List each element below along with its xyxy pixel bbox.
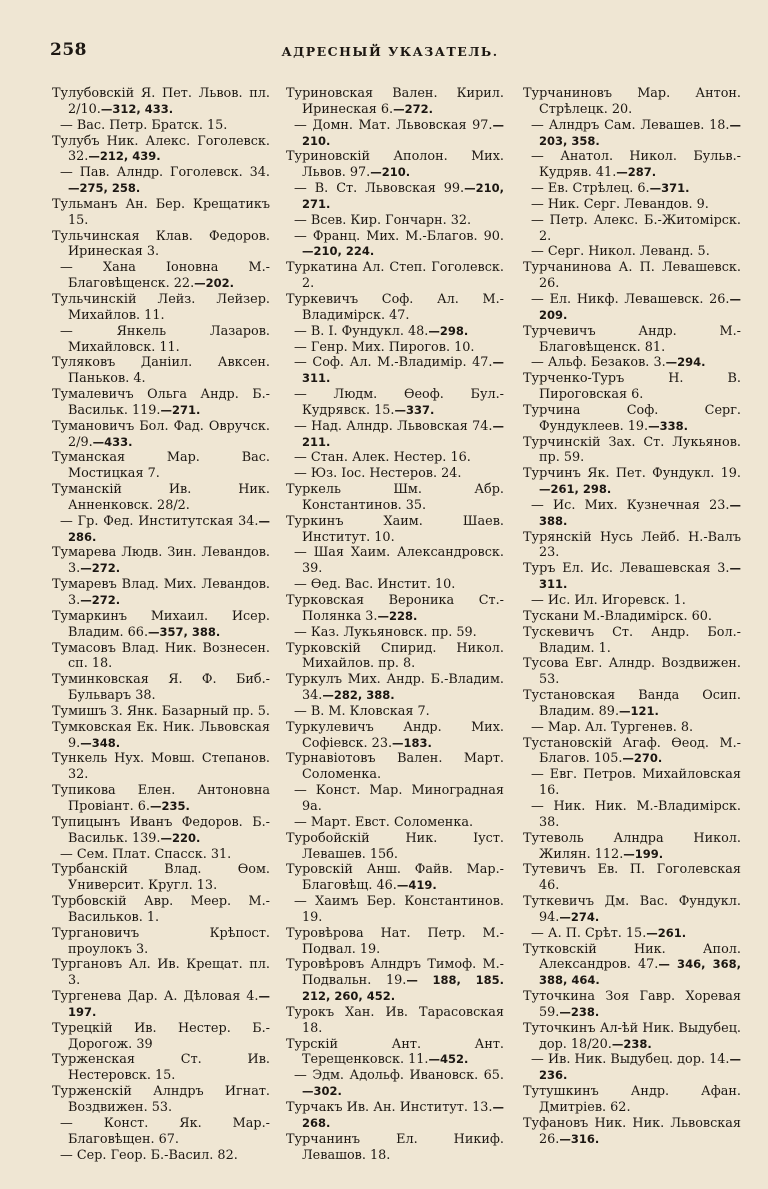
entry-text: Турчинъ Як. Пет. Фундукл. 19. bbox=[523, 466, 741, 482]
entry-phone-numbers: —202. bbox=[194, 276, 235, 291]
entry-text: Тумалевичъ Ольга Андр. Б.-Васильк. 119. bbox=[52, 387, 270, 418]
directory-entry bbox=[52, 609, 270, 641]
entry-text: Туръ Ел. Ис. Левашевская 3. bbox=[523, 561, 730, 577]
entry-phone-numbers: —312, 433. bbox=[100, 101, 174, 116]
directory-subentry bbox=[523, 767, 741, 799]
entry-text: Турчакъ Ив. Ан. Институт. 13. bbox=[286, 1100, 493, 1115]
directory-subentry bbox=[523, 118, 741, 150]
entry-text: Янкель Лазаров. Михайловск. 11. bbox=[68, 323, 270, 355]
directory-entry bbox=[286, 926, 504, 958]
entry-text: Ис. Мих. Кузнечная 23. bbox=[553, 497, 730, 513]
directory-subentry bbox=[286, 894, 504, 926]
directory-entry bbox=[52, 641, 270, 673]
directory-entry bbox=[523, 1084, 741, 1116]
entry-text: Юз. Іос. Нестеров. 24. bbox=[310, 466, 462, 482]
entry-text: Тумасовъ Влад. Ник. Вознесен. сп. 18. bbox=[52, 640, 270, 672]
directory-subentry bbox=[52, 165, 270, 197]
entry-text: Франц. Мих. М.-Благов. 90. bbox=[312, 228, 504, 244]
directory-entry bbox=[523, 862, 741, 894]
entry-phone-numbers: — 188, 185. 212, 260, 452. bbox=[302, 973, 504, 1004]
directory-entry bbox=[523, 688, 741, 720]
directory-entry bbox=[52, 894, 270, 926]
directory-entry bbox=[52, 926, 270, 958]
directory-entry bbox=[52, 355, 270, 387]
directory-subentry bbox=[523, 213, 741, 245]
directory-entry bbox=[286, 260, 504, 292]
directory-subentry bbox=[523, 181, 741, 197]
directory-subentry bbox=[286, 466, 504, 482]
entry-phone-numbers: —286. bbox=[68, 513, 271, 544]
entry-phone-numbers: —268. bbox=[302, 1100, 504, 1130]
entry-text: Турженскій Алндръ Игнат. Воздвижен. 53. bbox=[52, 1084, 270, 1115]
entry-text: Тункель Нух. Мовш. Степанов. 32. bbox=[52, 751, 270, 783]
entry-phone-numbers: —272. bbox=[80, 593, 121, 607]
entry-text: Март. Евст. Соломенка. bbox=[310, 814, 474, 830]
entry-text: Сем. Плат. Спасск. 31. bbox=[76, 846, 232, 862]
directory-entry bbox=[523, 625, 741, 657]
entry-text: Ел. Никф. Левашевск. 26. bbox=[549, 291, 730, 307]
entry-phone-numbers: —238. bbox=[559, 1004, 600, 1019]
entry-phone-numbers: —236. bbox=[539, 1052, 741, 1083]
directory-entry bbox=[52, 1084, 270, 1116]
entry-text: Шая Хаим. Александровск. 39. bbox=[302, 545, 504, 577]
entry-text: Тустановскій Агаф. Ѳеод. М.-Благов. 105. bbox=[523, 735, 741, 767]
directory-subentry bbox=[52, 514, 270, 546]
directory-entry bbox=[52, 134, 270, 166]
entry-phone-numbers: —203, 358. bbox=[539, 117, 742, 148]
directory-entry bbox=[286, 1132, 504, 1164]
entry-text: Турокъ Хан. Ив. Тарасовская 18. bbox=[286, 1004, 504, 1036]
entry-text: Хаимъ Бер. Константинов. 19. bbox=[302, 894, 504, 925]
directory-entry bbox=[286, 862, 504, 894]
directory-entry bbox=[286, 514, 504, 546]
directory-subentry bbox=[286, 545, 504, 577]
entry-phone-numbers: —287. bbox=[616, 165, 657, 180]
entry-text: В. Ст. Львовская 99. bbox=[314, 181, 465, 197]
entry-text: Ив. Ник. Выдубец. дор. 14. bbox=[547, 1052, 730, 1068]
directory-subentry bbox=[523, 244, 741, 260]
entry-phone-numbers: —274. bbox=[559, 909, 600, 924]
directory-entry bbox=[523, 403, 741, 435]
entry-text: Турковскій Спирид. Никол. Михайлов. пр. 8. bbox=[286, 640, 504, 672]
entry-phone-numbers: —311. bbox=[302, 355, 504, 386]
directory-entry bbox=[286, 957, 504, 1005]
directory-subentry bbox=[286, 450, 504, 466]
directory-subentry bbox=[523, 498, 741, 530]
entry-text: Туманская Мар. Вас. Мостицкая 7. bbox=[52, 450, 270, 482]
directory-entry bbox=[286, 751, 504, 783]
directory-entry bbox=[52, 815, 270, 847]
entry-text: Тутеволь Алндра Никол. Жилян. 112. bbox=[523, 830, 741, 862]
directory-entry bbox=[523, 942, 741, 990]
entry-text: Пав. Алндр. Гоголевск. 34. bbox=[79, 165, 270, 181]
directory-entry bbox=[523, 736, 741, 768]
directory-subentry bbox=[523, 926, 741, 942]
entry-text: Тумарева Людв. Зин. Левандов. 3. bbox=[52, 545, 270, 577]
entry-text: Анатол. Никол. Бульв.-Кудряв. 41. bbox=[539, 149, 741, 181]
entry-phone-numbers: —294. bbox=[665, 355, 706, 370]
directory-entry bbox=[52, 957, 270, 989]
entry-phone-numbers: —338. bbox=[648, 418, 688, 433]
entry-text: Турженская Ст. Ив. Нестеровск. 15. bbox=[52, 1052, 270, 1084]
entry-text: Туриновскій Аполон. Мих. Львов. 97. bbox=[286, 149, 504, 181]
entry-phone-numbers: —452. bbox=[428, 1052, 469, 1067]
entry-text: Генр. Мих. Пирогов. 10. bbox=[310, 339, 475, 355]
entry-text: Туриновская Вален. Кирил. Иринеская 6. bbox=[286, 86, 504, 117]
entry-text: Тускани М.-Владимірск. 60. bbox=[523, 608, 712, 624]
entry-text: Петр. Алекс. Б.-Житомірск. 2. bbox=[539, 212, 742, 244]
directory-subentry bbox=[286, 704, 504, 720]
entry-text: Альф. Безаков. 3. bbox=[547, 355, 666, 371]
directory-column-3 bbox=[523, 86, 741, 1148]
entry-text: Ев. Стрѣлец. 6. bbox=[547, 181, 650, 197]
directory-subentry bbox=[286, 324, 504, 340]
entry-phone-numbers: —271. bbox=[160, 402, 201, 417]
directory-subentry bbox=[286, 213, 504, 229]
directory-entry bbox=[523, 530, 741, 562]
directory-subentry bbox=[523, 292, 741, 324]
directory-entry bbox=[286, 672, 504, 704]
entry-text: Всев. Кир. Гончарн. 32. bbox=[310, 212, 472, 228]
entry-text: Туркинъ Хаим. Шаев. Институт. 10. bbox=[286, 513, 504, 545]
entry-text: Ник. Ник. М.-Владимірск. 38. bbox=[539, 798, 741, 830]
entry-text: Туминковская Я. Ф. Биб.-Бульваръ 38. bbox=[52, 672, 270, 704]
entry-phone-numbers: —419. bbox=[396, 878, 437, 893]
entry-text: Конст. Мар. Миноградная 9а. bbox=[302, 783, 504, 814]
directory-entry bbox=[286, 720, 504, 752]
directory-entry bbox=[523, 1021, 741, 1053]
entry-text: Вас. Петр. Братск. 15. bbox=[76, 117, 228, 133]
directory-entry bbox=[523, 260, 741, 292]
directory-subentry bbox=[52, 118, 270, 134]
entry-text: А. П. Срѣт. 15. bbox=[547, 925, 647, 941]
entry-text: Туфановъ Ник. Ник. Львовская 26. bbox=[523, 1115, 741, 1147]
entry-text: Тускевичъ Ст. Андр. Бол.-Владим. 1. bbox=[523, 624, 741, 656]
entry-text: Туркатина Ал. Степ. Гоголевск. 2. bbox=[286, 260, 504, 292]
entry-text: Турскій Ант. Ант. Терещенковск. 11. bbox=[286, 1036, 504, 1068]
entry-text: Соф. Ал. М.-Владимір. 47. bbox=[312, 355, 493, 371]
entry-text: Сер. Геор. Б.-Васил. 82. bbox=[76, 1147, 238, 1163]
directory-subentry bbox=[523, 355, 741, 371]
directory-entry bbox=[523, 86, 741, 118]
entry-text: Тутушкинъ Андр. Афан. Дмитріев. 62. bbox=[523, 1084, 741, 1115]
directory-entry bbox=[286, 149, 504, 181]
entry-text: Турчевичъ Андр. М.-Благовѣщенск. 81. bbox=[523, 323, 741, 355]
directory-entry bbox=[523, 609, 741, 625]
entry-text: Тульчинская Клав. Федоров. Иринеская 3. bbox=[52, 228, 270, 260]
directory-subentry bbox=[286, 625, 504, 641]
entry-phone-numbers: —121. bbox=[619, 703, 659, 718]
directory-entry bbox=[52, 292, 270, 324]
entry-text: Ник. Серг. Левандов. 9. bbox=[547, 196, 709, 212]
entry-text: Тургенева Дар. А. Дѣловая 4. bbox=[52, 989, 259, 1005]
directory-entry bbox=[52, 545, 270, 577]
directory-entry bbox=[52, 1052, 270, 1084]
directory-subentry bbox=[286, 340, 504, 356]
entry-text: Тулубъ Ник. Алекс. Гоголевск. 32. bbox=[52, 133, 270, 165]
entry-text: Турчаниновъ Мар. Антон. Стрѣлецк. 20. bbox=[523, 86, 741, 117]
entry-phone-numbers: —302. bbox=[302, 1084, 342, 1099]
page-header bbox=[50, 40, 730, 64]
directory-subentry bbox=[523, 197, 741, 213]
entry-text: Турецкій Ив. Нестер. Б.-Дорогож. 39 bbox=[52, 1020, 270, 1052]
entry-text: Тусова Евг. Алндр. Воздвижен. 53. bbox=[523, 656, 741, 688]
entry-text: Тульманъ Ан. Бер. Крещатикъ 15. bbox=[52, 196, 270, 228]
entry-text: Турчина Соф. Серг. Фундуклеев. 19. bbox=[523, 402, 741, 434]
directory-subentry bbox=[286, 419, 504, 451]
entry-text: Тумаревъ Влад. Мих. Левандов. 3. bbox=[52, 577, 270, 608]
entry-text: Хана Іоновна М.-Благовѣщенск. 22. bbox=[68, 260, 270, 292]
entry-phone-numbers: —272. bbox=[80, 561, 121, 576]
entry-text: Тургановъ Ал. Ив. Крещат. пл. 3. bbox=[52, 957, 270, 989]
directory-entry bbox=[523, 466, 741, 498]
entry-phone-numbers: —311. bbox=[539, 561, 741, 592]
directory-entry bbox=[52, 1021, 270, 1053]
entry-phone-numbers: —210, 224. bbox=[302, 244, 375, 259]
entry-phone-numbers: —199. bbox=[623, 846, 664, 861]
entry-phone-numbers: —235. bbox=[149, 798, 190, 813]
entry-text: В. І. Фундукл. 48. bbox=[310, 323, 429, 339]
entry-text: Эдм. Адольф. Ивановск. 65. bbox=[312, 1068, 504, 1084]
entry-text: Конст. Як. Мар.-Благовѣщен. 67. bbox=[68, 1115, 270, 1147]
directory-entry bbox=[286, 593, 504, 625]
directory-subentry bbox=[286, 229, 504, 261]
directory-entry bbox=[523, 371, 741, 403]
directory-subentry bbox=[286, 118, 504, 150]
directory-subentry bbox=[523, 149, 741, 181]
directory-entry bbox=[523, 561, 741, 593]
entry-phone-numbers: —371. bbox=[649, 181, 690, 196]
entry-text: Над. Алндр. Львовская 74. bbox=[311, 418, 493, 434]
entry-text: Туточкина Зоя Гавр. Хоревая 59. bbox=[523, 989, 741, 1020]
entry-text: Туркулъ Мих. Андр. Б.-Владим. 34. bbox=[286, 672, 504, 704]
entry-text: Туманскій Ив. Ник. Анненковск. 28/2. bbox=[52, 482, 270, 513]
directory-entry bbox=[286, 1100, 504, 1132]
entry-text: Туркель Шм. Абр. Константинов. 35. bbox=[286, 482, 504, 513]
directory-entry bbox=[286, 831, 504, 863]
entry-phone-numbers: —183. bbox=[392, 735, 432, 750]
entry-text: Туркевичъ Соф. Ал. М.-Владимірск. 47. bbox=[286, 291, 504, 323]
entry-text: Стан. Алек. Нестер. 16. bbox=[310, 450, 471, 466]
entry-phone-numbers: —348. bbox=[80, 735, 121, 750]
entry-text: Тумковская Ек. Ник. Львовская 9. bbox=[52, 719, 270, 751]
directory-subentry bbox=[523, 720, 741, 736]
entry-text: Турбовскій Авр. Меер. М.-Васильков. 1. bbox=[52, 894, 270, 925]
entry-text: Алндръ Сам. Левашев. 18. bbox=[548, 117, 730, 133]
directory-entry bbox=[523, 831, 741, 863]
entry-text: Домн. Мат. Львовская 97. bbox=[312, 117, 493, 133]
directory-subentry bbox=[286, 783, 504, 815]
entry-text: Тутевичъ Ев. П. Гоголевская 46. bbox=[523, 862, 741, 894]
directory-entry bbox=[286, 641, 504, 673]
directory-subentry bbox=[52, 847, 270, 863]
directory-entry bbox=[52, 751, 270, 783]
page-number: 258 bbox=[50, 40, 87, 60]
entry-text: Тургановичъ Крѣпост. проулокъ 3. bbox=[52, 925, 270, 957]
directory-entry bbox=[523, 656, 741, 688]
directory-subentry bbox=[523, 1052, 741, 1084]
directory-entry bbox=[523, 989, 741, 1021]
directory-subentry bbox=[286, 355, 504, 387]
entry-phone-numbers: —261, 298. bbox=[539, 482, 612, 497]
entry-text: Туточкинъ Ал-ѣй Ник. Выдубец. дор. 18/20. bbox=[523, 1020, 741, 1052]
entry-text: Каз. Лукьяновск. пр. 59. bbox=[310, 624, 477, 640]
entry-text: Туркулевичъ Андр. Мих. Софіевск. 23. bbox=[286, 719, 504, 751]
entry-text: Туткевичъ Дм. Вас. Фундукл. 94. bbox=[523, 894, 741, 925]
directory-subentry bbox=[286, 181, 504, 213]
directory-entry bbox=[286, 86, 504, 118]
entry-phone-numbers: —275, 258. bbox=[68, 181, 141, 196]
directory-entry bbox=[523, 324, 741, 356]
entry-phone-numbers: —316. bbox=[559, 1131, 600, 1146]
entry-text: Турченко-Туръ Н. В. Пироговская 6. bbox=[523, 371, 741, 403]
directory-entry bbox=[52, 86, 270, 118]
entry-text: Турнавіотовъ Вален. Март. Соломенка. bbox=[286, 751, 504, 783]
entry-text: Тупикова Елен. Антоновна Провіант. 6. bbox=[52, 783, 270, 814]
directory-column-2 bbox=[286, 86, 504, 1163]
entry-text: Туробойскій Ник. Іуст. Левашев. 15б. bbox=[286, 830, 504, 862]
entry-text: Тульчинскій Лейз. Лейзер. Михайлов. 11. bbox=[52, 291, 270, 323]
directory-entry bbox=[52, 783, 270, 815]
directory-subentry bbox=[52, 1148, 270, 1164]
directory-subentry bbox=[523, 799, 741, 831]
entry-text: Турянскій Нусь Лейб. Н.-Валъ 23. bbox=[523, 529, 741, 561]
directory-column-1 bbox=[52, 86, 270, 1163]
directory-entry bbox=[52, 450, 270, 482]
directory-entry bbox=[52, 862, 270, 894]
entry-phone-numbers: —220. bbox=[160, 830, 201, 845]
entry-text: Ѳед. Вас. Инстит. 10. bbox=[310, 577, 456, 593]
entry-phone-numbers: —261. bbox=[646, 925, 687, 940]
entry-phone-numbers: —270. bbox=[622, 751, 663, 766]
entry-text: Ис. Ил. Игоревск. 1. bbox=[547, 593, 686, 608]
directory-subentry bbox=[52, 260, 270, 292]
entry-text: Тумановичъ Бол. Фад. Овручск. 2/9. bbox=[52, 418, 270, 450]
entry-phone-numbers: —228. bbox=[377, 608, 418, 623]
entry-text: Турчанинова А. П. Левашевск. 26. bbox=[523, 260, 741, 292]
entry-phone-numbers: —197. bbox=[68, 989, 270, 1019]
entry-text: Мар. Ал. Тургенев. 8. bbox=[547, 719, 694, 735]
entry-phone-numbers: —212, 439. bbox=[88, 149, 161, 164]
entry-text: Тустановская Ванда Осип. Владим. 89. bbox=[523, 688, 741, 719]
entry-text: Турчинскій Зах. Ст. Лукьянов. пр. 59. bbox=[523, 434, 741, 466]
entry-text: Туровѣровъ Алндръ Тимоф. М.-Подвальн. 19. bbox=[286, 957, 504, 989]
directory-entry bbox=[52, 229, 270, 261]
entry-text: Турчанинъ Ел. Никиф. Левашов. 18. bbox=[286, 1131, 504, 1163]
directory-entry bbox=[52, 197, 270, 229]
directory-entry bbox=[523, 435, 741, 467]
entry-text: Тумишъ З. Янк. Базарный пр. 5. bbox=[52, 703, 270, 719]
directory-subentry bbox=[286, 815, 504, 831]
entry-phone-numbers: —210, 271. bbox=[302, 181, 504, 211]
directory-subentry bbox=[286, 387, 504, 419]
directory-entry bbox=[286, 292, 504, 324]
entry-text: В. М. Кловская 7. bbox=[310, 703, 430, 719]
entry-text: Евг. Петров. Михайловская 16. bbox=[539, 767, 741, 799]
entry-text: Туровѣрова Нат. Петр. М.-Подвал. 19. bbox=[286, 925, 504, 957]
directory-entry bbox=[52, 989, 270, 1021]
directory-entry bbox=[52, 387, 270, 419]
directory-subentry bbox=[52, 1116, 270, 1148]
entry-phone-numbers: —388. bbox=[539, 497, 741, 528]
directory-entry bbox=[286, 1037, 504, 1069]
directory-entry bbox=[52, 419, 270, 451]
directory-entry bbox=[52, 482, 270, 514]
entry-phone-numbers: —210. bbox=[302, 117, 504, 148]
entry-phone-numbers: —210. bbox=[370, 165, 411, 180]
directory-entry bbox=[52, 672, 270, 704]
entry-phone-numbers: —298. bbox=[428, 323, 469, 338]
entry-text: Людм. Ѳеоф. Бул.-Кудрявск. 15. bbox=[302, 387, 504, 418]
entry-text: Гр. Фед. Институтская 34. bbox=[77, 513, 259, 529]
directory-entry bbox=[52, 577, 270, 609]
entry-phone-numbers: —272. bbox=[393, 101, 434, 116]
entry-text: Турбанскій Влад. Ѳом. Университ. Кругл. 13. bbox=[52, 862, 270, 894]
running-title: АДРЕСНЫЙ УКАЗАТЕЛЬ. bbox=[281, 44, 499, 59]
directory-entry bbox=[523, 894, 741, 926]
directory-entry bbox=[52, 704, 270, 720]
entry-text: Туровскій Анш. Файв. Мар.-Благовѣщ. 46. bbox=[286, 862, 504, 894]
entry-phone-numbers: —211. bbox=[302, 418, 504, 449]
entry-phone-numbers: — 346, 368, 388, 464. bbox=[539, 957, 741, 988]
entry-text: Тупицынъ Иванъ Федоров. Б.-Васильк. 139. bbox=[52, 814, 270, 846]
entry-phone-numbers: —282, 388. bbox=[322, 688, 395, 703]
directory-entry bbox=[523, 1116, 741, 1148]
entry-text: Тулубовскій Я. Пет. Львов. пл. 2/10. bbox=[52, 86, 270, 117]
directory-subentry bbox=[286, 577, 504, 593]
entry-phone-numbers: —238. bbox=[611, 1036, 652, 1051]
directory-subentry bbox=[286, 1068, 504, 1100]
directory-subentry bbox=[52, 324, 270, 356]
directory-entry bbox=[286, 482, 504, 514]
entry-text: Серг. Никол. Леванд. 5. bbox=[547, 244, 710, 260]
entry-text: Тутковскій Ник. Апол. Александров. 47. bbox=[523, 941, 741, 973]
entry-phone-numbers: —337. bbox=[394, 402, 435, 417]
directory-entry bbox=[286, 1005, 504, 1037]
directory-subentry bbox=[523, 593, 741, 609]
entry-phone-numbers: —433. bbox=[92, 434, 133, 449]
entry-phone-numbers: —209. bbox=[539, 291, 741, 322]
entry-phone-numbers: —357, 388. bbox=[148, 624, 221, 639]
entry-text: Туляковъ Даніил. Авксен. Паньков. 4. bbox=[52, 355, 270, 387]
directory-entry bbox=[52, 720, 270, 752]
entry-text: Тумаркинъ Михаил. Исер. Владим. 66. bbox=[52, 608, 270, 640]
entry-text: Турковская Вероника Ст.-Полянка 3. bbox=[286, 593, 504, 624]
